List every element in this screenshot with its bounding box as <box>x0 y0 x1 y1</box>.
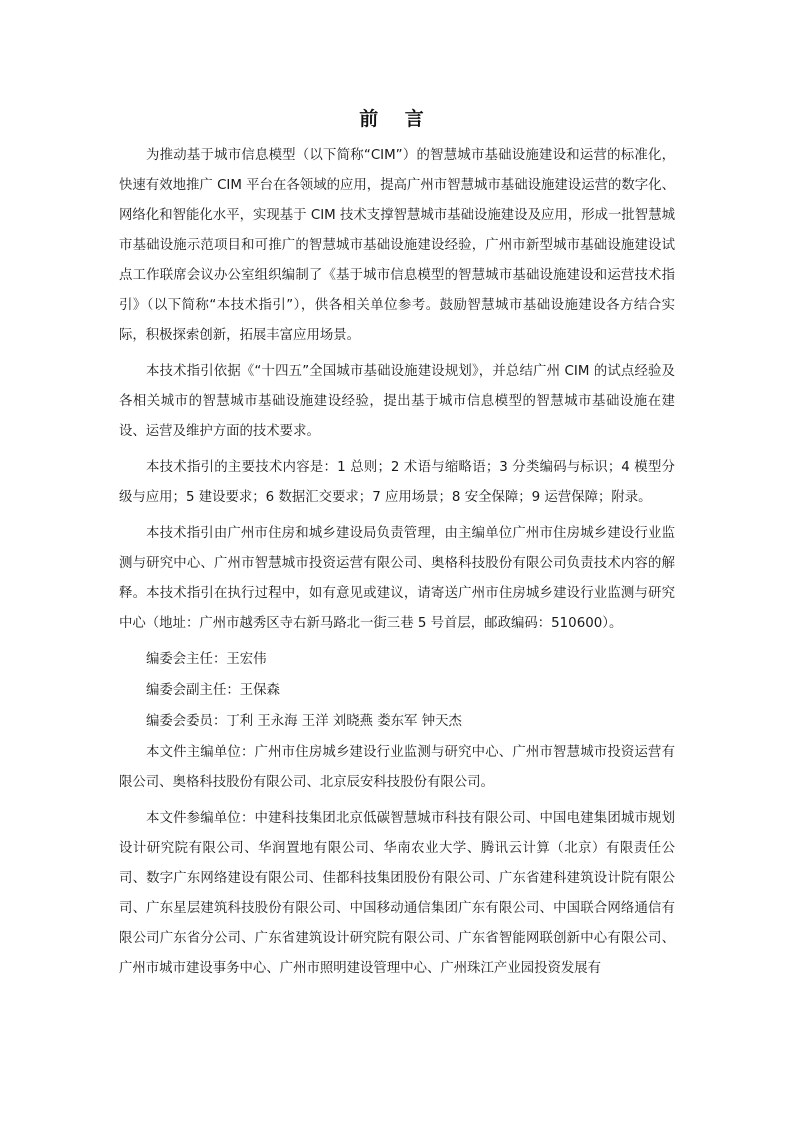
document-body <box>119 141 675 990</box>
chief-editing-units: 本文件主编单位：广州市住房城乡建设行业监测与研究中心、广州市智慧城市投资运营有限公司、奥格科技股份有限公司、北京辰安科技股份有限公司。 <box>119 745 675 790</box>
editorial-members: 编委会委员：丁利 王永海 王洋 刘晓燕 娄东军 钟天杰 <box>146 714 462 729</box>
participating-units: 本文件参编单位：中建科技集团北京低碳智慧城市科技有限公司、中国电建集团城市规划设计研究院有限公司、华润置地有限公司、华南农业大学、腾讯云计算（北京）有限责任公司、数字广东网络建设有限公司、佳都科技集团股份有限公司、广东省建科建筑设计院有限公司、广东星层建筑科技股份有限公司、中国移动通信集团广东有限公司、中国联合网络通信有限公司广东省分公司、广东省建筑设计研究院有限公司、广东省智能网联创新中心有限公司、广州市城市建设事务中心、广州市照明建设管理中心、广州珠江产业园投资发展有 <box>119 811 675 976</box>
editorial-deputy-director: 编委会副主任：王保森 <box>146 683 280 698</box>
editorial-director: 编委会主任：王宏伟 <box>146 652 267 667</box>
paragraph-basis: 本技术指引依据《“十四五”全国城市基础设施建设规划》，并总结广州 CIM 的试点经验及各相关城市的智慧城市基础设施建设经验，提出基于城市信息模型的智慧城市基础设施在建设、运营及维护方面的技术要求。 <box>119 364 675 439</box>
page-title: 前 言 <box>359 108 434 130</box>
paragraph-contents: 本技术指引的主要技术内容是：1 总则；2 术语与缩略语；3 分类编码与标识；4 模型分级与应用；5 建设要求；6 数据汇交要求；7 应用场景；8 安全保障；9 运营保障；附录。 <box>119 460 675 505</box>
paragraph-management: 本技术指引由广州市住房和城乡建设局负责管理，由主编单位广州市住房城乡建设行业监测与研究中心、广州市智慧城市投资运营有限公司、奥格科技股份有限公司负责技术内容的解释。本技术指引在执行过程中，如有意见或建议，请寄送广州市住房城乡建设行业监测与研究中心（地址：广州市越秀区寺右新马路北一街三巷 5 号首层，邮政编码：510600）。 <box>119 526 675 631</box>
paragraph-purpose: 为推动基于城市信息模型（以下简称“CIM”）的智慧城市基础设施建设和运营的标准化，快速有效地推广 CIM 平台在各领域的应用，提高广州市智慧城市基础设施建设运营的数字化、网络化和智能化水平，实现基于 CIM 技术支撑智慧城市基础设施建设及应用，形成一批智慧城市基础设施示范项目和可推广的智慧城市基础设施建设经验，广州市新型城市基础设施建设试点工作联席会议办公室组织编制了《基于城市信息模型的智慧城市基础设施建设和运营技术指引》（以下简称“本技术指引”），供各相关单位参考。鼓励智慧城市基础设施建设各方结合实际，积极探索创新，拓展丰富应用场景。 <box>119 148 675 343</box>
